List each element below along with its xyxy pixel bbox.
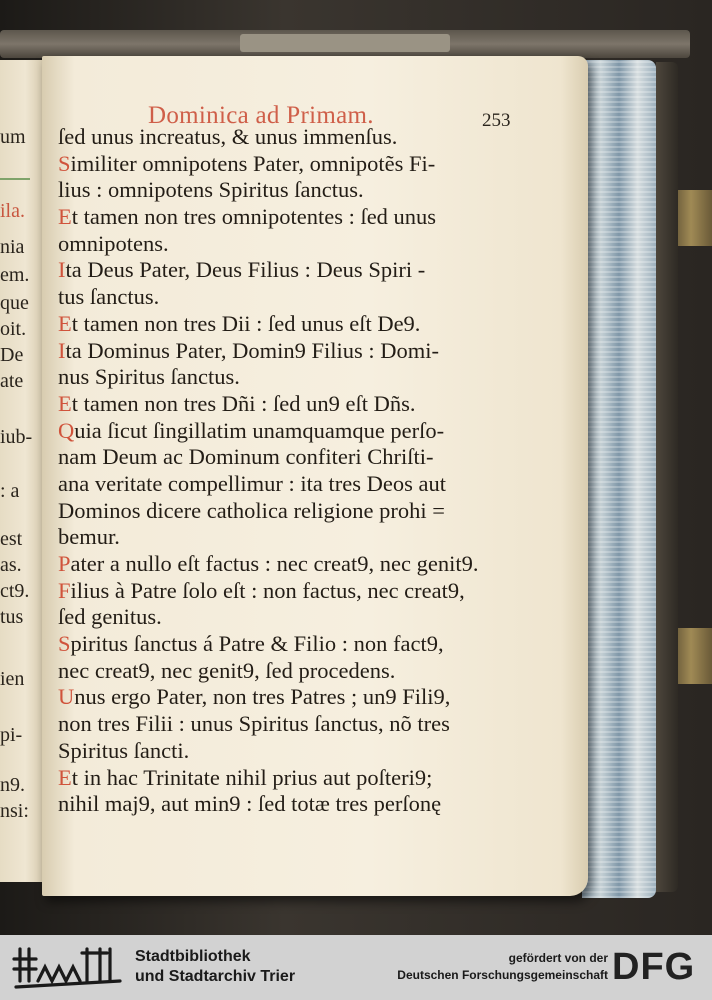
funding-note-line2: Deutschen Forschungsgemeinschaft bbox=[397, 968, 608, 982]
left-page-fragment: em. bbox=[0, 264, 30, 286]
left-page-fragment: tus bbox=[0, 606, 24, 628]
line-text: nihil maj9, aut min9 : ſed totæ tres perſonę bbox=[58, 791, 442, 817]
left-page-fragment: nia bbox=[0, 236, 25, 258]
text-line bbox=[58, 738, 528, 765]
page-text bbox=[58, 124, 528, 818]
line-text: ana veritate compellimur : ita tres Deos aut bbox=[58, 470, 446, 496]
text-line bbox=[58, 204, 528, 231]
funding-note-line1: gefördert von der bbox=[508, 951, 608, 965]
text-line bbox=[58, 231, 528, 258]
left-page-fragment: ate bbox=[0, 370, 24, 392]
line-text: nus ergo Pater, non tres Patres ; un9 Fili9, bbox=[74, 684, 451, 710]
page-header: Dominica ad Primam. bbox=[148, 102, 374, 129]
rubric-initial: I bbox=[58, 257, 66, 283]
line-text: ta Dominus Pater, Domin9 Filius : Domi- bbox=[65, 337, 439, 363]
text-line bbox=[58, 524, 528, 551]
rubric-initial: I bbox=[58, 337, 66, 363]
line-text: nus Spiritus ſanctus. bbox=[58, 364, 240, 390]
left-page-fragment: ct9. bbox=[0, 580, 30, 602]
text-line bbox=[58, 631, 528, 658]
line-text: t tamen non tres Dii : ſed unus eſt De9. bbox=[71, 310, 421, 336]
left-page-fragment: nsi: bbox=[0, 800, 29, 822]
rubric-initial: E bbox=[58, 204, 72, 230]
text-line bbox=[58, 711, 528, 738]
line-text: tus ſanctus. bbox=[58, 284, 160, 310]
funding-note bbox=[358, 950, 608, 984]
footer-banner bbox=[0, 935, 712, 1000]
library-name-line2: und Stadtarchiv Trier bbox=[135, 968, 296, 985]
left-page-fragment: oit. bbox=[0, 318, 27, 340]
line-text: piritus ſanctus á Patre & Filio : non fact9, bbox=[70, 631, 444, 657]
line-text: t tamen non tres omnipotentes : ſed unus bbox=[71, 204, 437, 230]
left-page-fragment: n9. bbox=[0, 774, 25, 796]
text-line bbox=[58, 684, 528, 711]
text-line bbox=[58, 498, 528, 525]
line-text: t in hac Trinitate nihil prius aut poſteri9; bbox=[71, 764, 433, 790]
text-line bbox=[58, 151, 528, 178]
cover-band bbox=[240, 34, 450, 52]
line-text: ilius à Patre ſolo eſt : non factus, nec creat9, bbox=[70, 577, 465, 603]
dfg-logo: DFG bbox=[612, 946, 696, 988]
marbled-page-edge bbox=[582, 60, 656, 898]
rubric-initial: E bbox=[58, 310, 72, 336]
rubric-initial: S bbox=[58, 150, 71, 176]
left-page-rule bbox=[0, 178, 30, 180]
rubric-initial: S bbox=[58, 631, 71, 657]
left-page-fragment: De bbox=[0, 344, 24, 366]
stadtbibliothek-trier-logo-icon bbox=[12, 941, 124, 993]
left-page-fragment: pi- bbox=[0, 724, 23, 746]
left-page-fragment: um bbox=[0, 126, 26, 148]
text-line bbox=[58, 364, 528, 391]
text-line bbox=[58, 604, 528, 631]
text-line bbox=[58, 284, 528, 311]
library-name-line1: Stadtbibliothek bbox=[135, 948, 251, 965]
text-line bbox=[58, 791, 528, 818]
left-page-fragment: est bbox=[0, 528, 23, 550]
line-text: Spiritus ſancti. bbox=[58, 737, 190, 763]
page-number: 253 bbox=[482, 110, 511, 131]
line-text: bemur. bbox=[58, 524, 120, 550]
page-edge-shadow bbox=[656, 62, 678, 892]
text-line bbox=[58, 257, 528, 284]
text-line bbox=[58, 658, 528, 685]
text-line bbox=[58, 444, 528, 471]
text-line bbox=[58, 124, 528, 151]
left-page-fragment: ila. bbox=[0, 200, 25, 222]
line-text: uia ſicut ſingillatim unamquamque perſo- bbox=[74, 417, 445, 443]
library-name bbox=[135, 947, 295, 987]
line-text: ſed unus increatus, & unus immenſus. bbox=[58, 124, 398, 149]
book-cover-top bbox=[0, 30, 690, 58]
line-text: lius : omnipotens Spiritus ſanctus. bbox=[58, 177, 364, 203]
line-text: nec creat9, nec genit9, ſed procedens. bbox=[58, 657, 396, 683]
rubric-initial: E bbox=[58, 390, 72, 416]
rubric-initial: P bbox=[58, 551, 71, 576]
text-line bbox=[58, 551, 528, 578]
left-page-fragment: que bbox=[0, 292, 29, 314]
left-page-fragment: : a bbox=[0, 480, 20, 502]
text-line bbox=[58, 578, 528, 605]
text-line bbox=[58, 471, 528, 498]
left-page bbox=[0, 60, 44, 882]
line-text: t tamen non tres Dñi : ſed un9 eſt Dñs. bbox=[71, 390, 416, 416]
line-text: Dominos dicere catholica religione prohi = bbox=[58, 497, 445, 523]
line-text: imiliter omnipotens Pater, omnipotẽs Fi- bbox=[70, 150, 436, 176]
line-text: ſed genitus. bbox=[58, 604, 162, 630]
line-text: nam Deum ac Dominum confiteri Chriſti- bbox=[58, 444, 434, 470]
line-text: omnipotens. bbox=[58, 230, 169, 256]
rubric-initial: F bbox=[58, 577, 71, 603]
text-line bbox=[58, 338, 528, 365]
line-text: ta Deus Pater, Deus Filius : Deus Spiri - bbox=[65, 257, 426, 283]
text-line bbox=[58, 311, 528, 338]
left-page-fragment: iub- bbox=[0, 426, 33, 448]
rubric-initial: U bbox=[58, 684, 75, 710]
left-page-fragment: as. bbox=[0, 554, 22, 576]
line-text: ater a nullo eſt factus : nec creat9, nec genit9. bbox=[70, 551, 479, 576]
line-text: non tres Filii : unus Spiritus ſanctus, nõ tres bbox=[58, 711, 450, 737]
text-line bbox=[58, 177, 528, 204]
text-line bbox=[58, 765, 528, 792]
left-page-fragment: ien bbox=[0, 668, 25, 690]
rubric-initial: Q bbox=[58, 417, 75, 443]
text-line bbox=[58, 391, 528, 418]
text-line bbox=[58, 418, 528, 445]
rubric-initial: E bbox=[58, 764, 72, 790]
